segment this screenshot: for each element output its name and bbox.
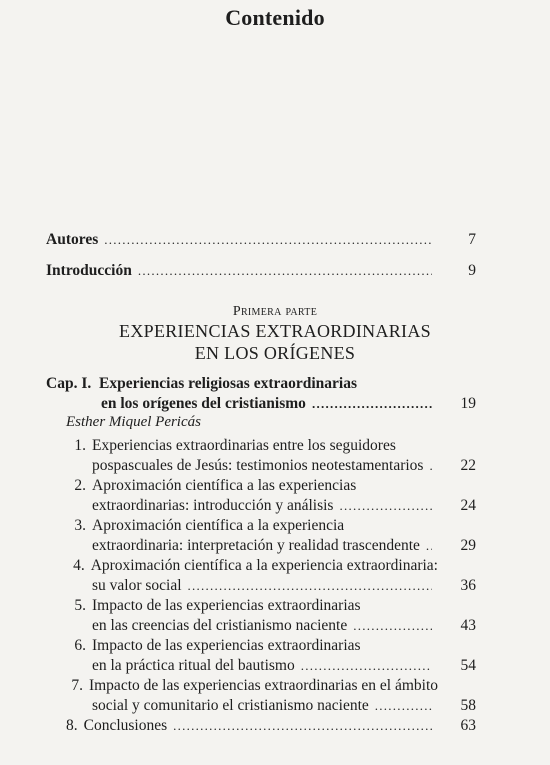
section-title-line: Aproximación científica a la experiencia — [92, 517, 345, 534]
chapter-title-line: Experiencias religiosas extraordinarias — [98, 375, 358, 392]
toc-page-number: 7 — [468, 231, 476, 248]
dot-leader — [426, 536, 432, 556]
dot-leader — [353, 616, 432, 636]
part-title-line: EN LOS ORÍGENES — [194, 343, 356, 363]
section-title-line: social y comunitario el cristianismo naciente — [92, 697, 369, 714]
toc-section-5 — [46, 596, 476, 636]
toc-page-number: 19 — [460, 395, 476, 412]
section-title-line: Impacto de las experiencias extraordinarias en el ámbito — [88, 677, 438, 694]
toc-section-1 — [46, 436, 476, 476]
section-title-line: Impacto de las experiencias extraordinarias — [92, 597, 361, 614]
toc-entry-autores — [46, 230, 476, 250]
toc-entry-label: Autores — [46, 231, 99, 248]
dot-leader — [312, 394, 432, 414]
section-title-line: en las creencias del cristianismo naciente — [92, 617, 348, 634]
dot-leader — [301, 656, 432, 676]
part-title-line: EXPERIENCIAS EXTRAORDINARIAS — [119, 321, 431, 341]
section-number: 1. — [74, 437, 86, 454]
dot-leader — [429, 456, 432, 476]
toc-section-3 — [46, 516, 476, 556]
section-title-line: Experiencias extraordinarias entre los seguidores — [92, 437, 396, 454]
chapter-number: Cap. I. — [46, 375, 92, 392]
toc-page-number: 29 — [460, 537, 476, 554]
toc-entry-introduccion — [46, 261, 476, 281]
toc-page-number: 58 — [460, 697, 476, 714]
dot-leader — [104, 230, 432, 250]
toc-section-6 — [46, 636, 476, 676]
section-title-line: su valor social — [92, 577, 182, 594]
section-title-line: extraordinarias: introducción y análisis — [92, 497, 334, 514]
toc-page-number: 22 — [460, 457, 476, 474]
toc-section-2 — [46, 476, 476, 516]
dot-leader — [339, 496, 432, 516]
toc-page-number: 36 — [460, 577, 476, 594]
chapter-author: Esther Miquel Pericás — [66, 414, 201, 430]
dot-leader — [138, 261, 432, 281]
part-title — [0, 320, 550, 364]
part-label: Primera parte — [232, 304, 318, 319]
toc-page-number: 9 — [468, 262, 476, 279]
toc-page-number: 63 — [460, 717, 476, 734]
section-number: 7. — [71, 677, 83, 694]
section-title-line: extraordinaria: interpretación y realidad trascendente — [92, 537, 420, 554]
section-number: 2. — [74, 477, 86, 494]
section-number: 5. — [74, 597, 86, 614]
section-title-line: Aproximación científica a las experiencias — [92, 477, 357, 494]
toc-section-4 — [46, 556, 476, 596]
section-number: 3. — [74, 517, 86, 534]
toc-page-number: 24 — [460, 497, 476, 514]
section-title-line: pospascuales de Jesús: testimonios neotestamentarios — [92, 457, 424, 474]
section-title-line: en la práctica ritual del bautismo — [92, 657, 295, 674]
section-number: 4. — [73, 557, 85, 574]
section-title-line: Impacto de las experiencias extraordinarias — [92, 637, 361, 654]
toc-page-number: 43 — [460, 617, 476, 634]
toc-section-8 — [46, 716, 476, 736]
section-number: 8. — [66, 717, 78, 734]
section-number: 6. — [74, 637, 86, 654]
page-title: Contenido — [225, 5, 325, 30]
toc-entry-label: Introducción — [46, 262, 132, 279]
chapter-title-line: en los orígenes del cristianismo — [101, 395, 306, 412]
toc-page-number: 54 — [460, 657, 476, 674]
toc-section-7 — [46, 676, 476, 716]
section-title-line: Conclusiones — [83, 717, 168, 734]
dot-leader — [173, 716, 432, 736]
dot-leader — [375, 696, 432, 716]
section-title-line: Aproximación científica a la experiencia extraordinaria: — [90, 557, 438, 574]
dot-leader — [188, 576, 432, 596]
chapter-entry — [46, 374, 476, 414]
